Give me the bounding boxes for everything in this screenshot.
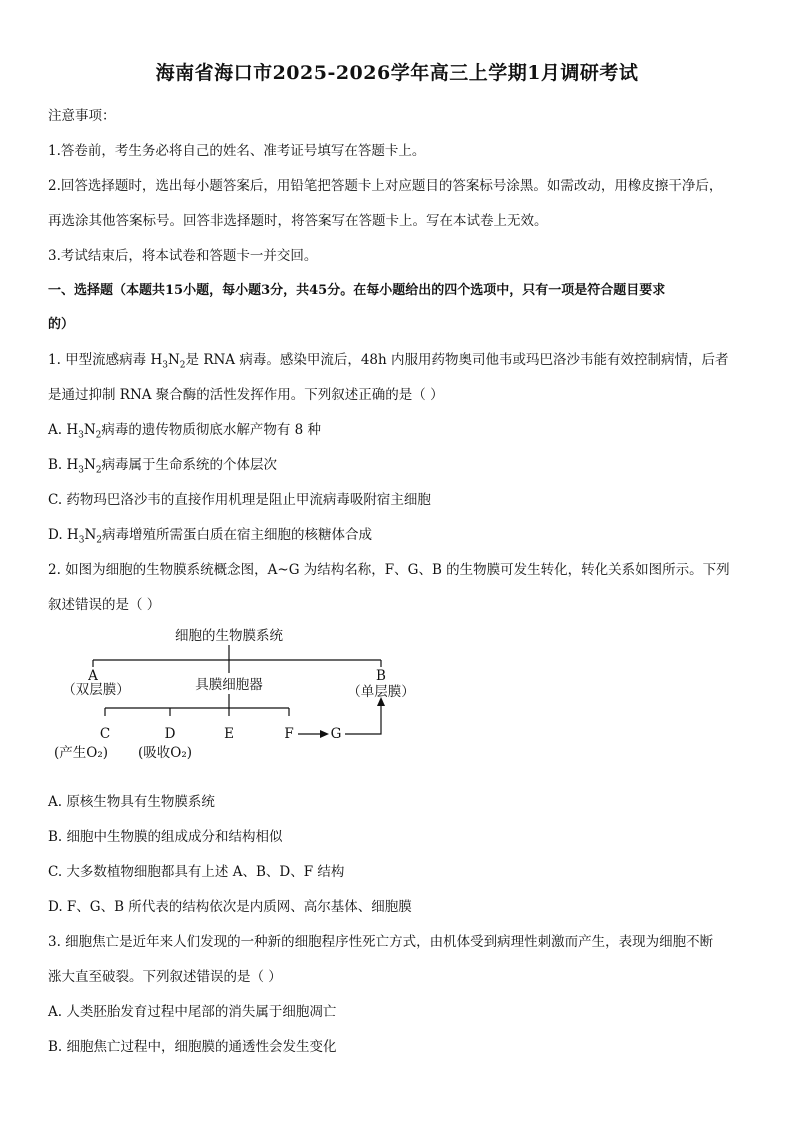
diagram-c-label: C <box>99 726 111 742</box>
q1-option-d-pre: D. H <box>48 527 79 543</box>
q1-option-b-text: 病毒属于生命系统的个体层次 <box>101 457 278 473</box>
q1-stem-cont: 是通过抑制 RNA 聚合酶的活性发挥作用。下列叙述正确的是（ ） <box>48 387 444 403</box>
notes-heading: 注意事项： <box>48 108 116 124</box>
q2-stem: 2. 如图为细胞的生物膜系统概念图，A~G 为结构名称，F、G、B 的生物膜可发生转化，转化关系如图所示。下列 <box>48 562 730 578</box>
diagram-f-label: F <box>284 726 294 742</box>
diagram-root-label: 细胞的生物膜系统 <box>175 628 283 644</box>
q1-option-a-pre: A. H <box>48 422 79 438</box>
q1-stem-pre: 1. 甲型流感病毒 H <box>48 352 163 368</box>
q3-stem: 3. 细胞焦亡是近年来人们发现的一种新的细胞程序性死亡方式，由机体受到病理性刺激而产生，表现为细胞不断 <box>48 934 714 950</box>
q1-sub-2: 2 <box>179 360 186 371</box>
q1-stem-post: 是 RNA 病毒。感染甲流后，48h 内服用药物奥司他韦或玛巴洛沙韦能有效控制病情，后者 <box>185 352 729 368</box>
note-item-3: 3.考试结束后，将本试卷和答题卡一并交回。 <box>48 248 318 264</box>
q2-stem-cont: 叙述错误的是（ ） <box>48 597 161 613</box>
f-to-g-arrowhead <box>320 730 329 738</box>
diagram-mid-label: 具膜细胞器 <box>195 677 263 693</box>
q1-option-a-sub3: 3 <box>78 430 84 441</box>
q1-stem-n: N <box>167 352 180 368</box>
note-item-2-cont: 再选涂其他答案标号。回答非选择题时，将答案写在答题卡上。写在本试卷上无效。 <box>48 213 548 229</box>
q2-option-c: C. 大多数植物细胞都具有上述 A、B、D、F 结构 <box>48 864 345 880</box>
q1-option-a-n: N <box>83 422 96 438</box>
q1-option-b-sub3: 3 <box>78 465 85 476</box>
q1-option-d <box>48 523 372 546</box>
q1-option-b-sub2: 2 <box>95 465 102 476</box>
q2-option-a: A. 原核生物具有生物膜系统 <box>48 794 215 810</box>
q2-option-d: D. F、G、B 所代表的结构依次是内质网、高尔基体、细胞膜 <box>48 899 412 915</box>
section-heading: 一、选择题（本题共15小题，每小题3分，共45分。在每小题给出的四个选项中，只有一项是符合题目要求 <box>48 283 666 298</box>
q1-option-b <box>48 453 277 476</box>
diagram-d-note: (吸收O₂) <box>137 745 193 761</box>
section-heading-cont: 的） <box>48 317 75 332</box>
q1-option-d-sub2: 2 <box>96 535 102 546</box>
g-to-b-arrow-line <box>345 704 381 734</box>
diagram-b-label: B <box>376 668 386 684</box>
diagram-e-label: E <box>224 726 234 742</box>
q2-option-b: B. 细胞中生物膜的组成成分和结构相似 <box>48 829 283 845</box>
diagram-b-note: （单层膜） <box>347 684 415 700</box>
q1-option-b-pre: B. H <box>48 457 79 473</box>
diagram-g-label: G <box>330 726 342 742</box>
q1-option-d-sub3: 3 <box>78 535 85 546</box>
diagram-a-label: A <box>88 668 98 684</box>
membrane-system-diagram <box>48 620 428 770</box>
q1-option-c: C. 药物玛巴洛沙韦的直接作用机理是阻止甲流病毒吸附宿主细胞 <box>48 492 431 508</box>
note-item-2: 2.回答选择题时，选出每小题答案后，用铅笔把答题卡上对应题目的答案标号涂黑。如需改动，用橡皮擦干净后， <box>48 178 723 194</box>
q1-option-d-text: 病毒增殖所需蛋白质在宿主细胞的核糖体合成 <box>101 527 372 543</box>
q1-sub-3: 3 <box>162 360 168 371</box>
q1-option-a-sub2: 2 <box>95 430 102 441</box>
diagram-a-note: （双层膜） <box>62 682 130 698</box>
q1-stem <box>48 348 729 371</box>
q1-option-a <box>48 418 321 441</box>
q1-option-b-n: N <box>84 457 96 473</box>
q1-option-a-text: 病毒的遗传物质彻底水解产物有 8 种 <box>101 422 322 438</box>
q3-stem-cont: 涨大直至破裂。下列叙述错误的是（ ） <box>48 969 282 985</box>
note-item-1: 1.答卷前，考生务必将自己的姓名、准考证号填写在答题卡上。 <box>48 143 426 159</box>
q3-option-b: B. 细胞焦亡过程中，细胞膜的通透性会发生变化 <box>48 1039 337 1055</box>
q3-option-a: A. 人类胚胎发育过程中尾部的消失属于细胞凋亡 <box>48 1004 337 1020</box>
exam-title: 海南省海口市2025-2026学年高三上学期1月调研考试 <box>155 62 639 84</box>
q1-option-d-n: N <box>84 527 97 543</box>
diagram-d-label: D <box>164 726 176 742</box>
diagram-c-note: (产生O₂) <box>53 745 109 761</box>
